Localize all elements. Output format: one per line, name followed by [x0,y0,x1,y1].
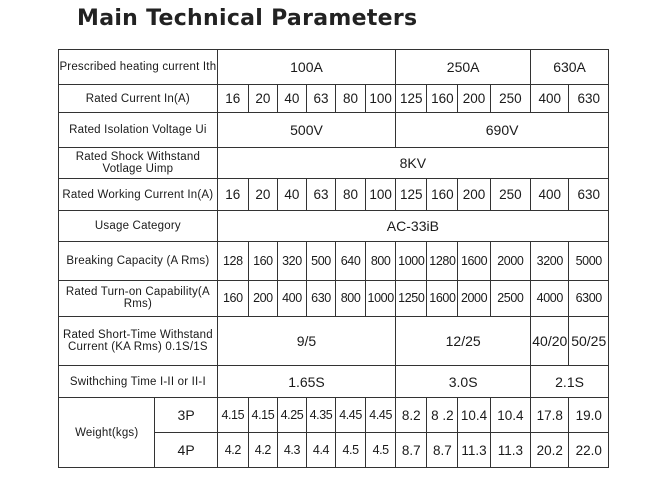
rated-current-cell: 40 [277,84,306,113]
rated-current-cell: 250 [490,84,530,113]
turn-on-capability-cell: 4000 [531,280,569,316]
working-current-cell: 100 [366,178,396,211]
table-row [59,50,609,85]
rated-current-cell: 100 [366,84,396,113]
turn-on-capability-cell: 160 [217,280,248,316]
table-row [59,365,609,398]
breaking-capacity-cell: 5000 [569,242,609,281]
rated-current-cell: 20 [248,84,277,113]
row-label: Rated Working Current In(A) [59,178,218,211]
rated-current-cell: 63 [306,84,335,113]
row-label: Swithching Time I-II or II-I [59,365,218,398]
working-current-cell: 16 [217,178,248,211]
short-time-withstand-group: 40/20 [531,316,569,365]
working-current-cell: 400 [531,178,569,211]
weight-3p-cell: 8.2 [396,398,427,433]
weight-4p-cell: 22.0 [569,433,609,468]
breaking-capacity-cell: 800 [366,242,396,281]
table-row [59,316,609,365]
weight-4p-cell: 4.4 [306,433,335,468]
rated-current-cell: 125 [396,84,427,113]
breaking-capacity-cell: 160 [248,242,277,281]
turn-on-capability-cell: 800 [336,280,366,316]
row-label: Usage Category [59,211,218,242]
turn-on-capability-cell: 1250 [396,280,427,316]
row-label: Breaking Capacity (A Rms) [59,242,218,281]
weight-4p-cell: 20.2 [531,433,569,468]
weight-3p-cell: 4.35 [306,398,335,433]
weight-4p-cell: 4.5 [336,433,366,468]
weight-4p-cell: 4.5 [366,433,396,468]
weight-3p-cell: 19.0 [569,398,609,433]
heating-current-group: 630A [531,50,609,85]
weight-4p-cell: 11.3 [458,433,490,468]
turn-on-capability-cell: 1000 [366,280,396,316]
table-row [59,211,609,242]
turn-on-capability-cell: 400 [277,280,306,316]
rated-current-cell: 16 [217,84,248,113]
usage-category-value: AC-33iB [217,211,608,242]
breaking-capacity-cell: 500 [306,242,335,281]
breaking-capacity-cell: 320 [277,242,306,281]
row-label: Rated Current In(A) [59,84,218,113]
working-current-cell: 63 [306,178,335,211]
weight-4p-cell: 4.2 [217,433,248,468]
weight-3p-cell: 4.45 [366,398,396,433]
short-time-withstand-group: 9/5 [217,316,395,365]
table-row [59,242,609,281]
table-row [59,84,609,113]
weight-3p-label: 3P [155,398,217,433]
weight-4p-cell: 4.3 [277,433,306,468]
turn-on-capability-cell: 1600 [427,280,458,316]
page-title: Main Technical Parameters [77,6,418,31]
table-row [59,113,609,148]
breaking-capacity-cell: 1280 [427,242,458,281]
switching-time-group: 1.65S [217,365,395,398]
weight-3p-cell: 4.25 [277,398,306,433]
heating-current-group: 250A [396,50,531,85]
rated-current-cell: 80 [336,84,366,113]
switching-time-group: 2.1S [531,365,609,398]
row-label: Rated Isolation Voltage Ui [59,113,218,148]
breaking-capacity-cell: 2000 [490,242,530,281]
working-current-cell: 125 [396,178,427,211]
weight-4p-cell: 4.2 [248,433,277,468]
breaking-capacity-cell: 128 [217,242,248,281]
isolation-voltage-group: 690V [396,113,609,148]
turn-on-capability-cell: 630 [306,280,335,316]
weight-3p-cell: 10.4 [490,398,530,433]
working-current-cell: 200 [458,178,490,211]
turn-on-capability-cell: 2500 [490,280,530,316]
weight-3p-cell: 4.45 [336,398,366,433]
switching-time-group: 3.0S [396,365,531,398]
isolation-voltage-group: 500V [217,113,395,148]
weight-3p-cell: 17.8 [531,398,569,433]
breaking-capacity-cell: 3200 [531,242,569,281]
working-current-cell: 250 [490,178,530,211]
turn-on-capability-cell: 2000 [458,280,490,316]
technical-parameters-table [58,49,609,468]
working-current-cell: 160 [427,178,458,211]
working-current-cell: 630 [569,178,609,211]
working-current-cell: 80 [336,178,366,211]
weight-4p-label: 4P [155,433,217,468]
weight-3p-cell: 8 .2 [427,398,458,433]
row-label: Rated Shock Withstand Votlage Uimp [59,148,218,179]
working-current-cell: 20 [248,178,277,211]
shock-withstand-value: 8KV [217,148,608,179]
breaking-capacity-cell: 640 [336,242,366,281]
weight-3p-cell: 4.15 [248,398,277,433]
rated-current-cell: 200 [458,84,490,113]
row-label: Prescribed heating current Ith [59,50,218,85]
rated-current-cell: 630 [569,84,609,113]
breaking-capacity-cell: 1600 [458,242,490,281]
short-time-withstand-group: 50/25 [569,316,609,365]
breaking-capacity-cell: 1000 [396,242,427,281]
table-row [59,398,609,433]
heating-current-group: 100A [217,50,395,85]
weight-4p-cell: 11.3 [490,433,530,468]
turn-on-capability-cell: 6300 [569,280,609,316]
short-time-withstand-group: 12/25 [396,316,531,365]
table-row [59,178,609,211]
weight-4p-cell: 8.7 [396,433,427,468]
rated-current-cell: 160 [427,84,458,113]
row-label: Weight(kgs) [59,398,155,468]
rated-current-cell: 400 [531,84,569,113]
weight-4p-cell: 8.7 [427,433,458,468]
turn-on-capability-cell: 200 [248,280,277,316]
table-row [59,280,609,316]
table-row [59,148,609,179]
working-current-cell: 40 [277,178,306,211]
weight-3p-cell: 4.15 [217,398,248,433]
weight-3p-cell: 10.4 [458,398,490,433]
row-label: Rated Short-Time Withstand Current (KA Rms) 0.1S/1S [59,316,218,365]
row-label: Rated Turn-on Capability(A Rms) [59,280,218,316]
